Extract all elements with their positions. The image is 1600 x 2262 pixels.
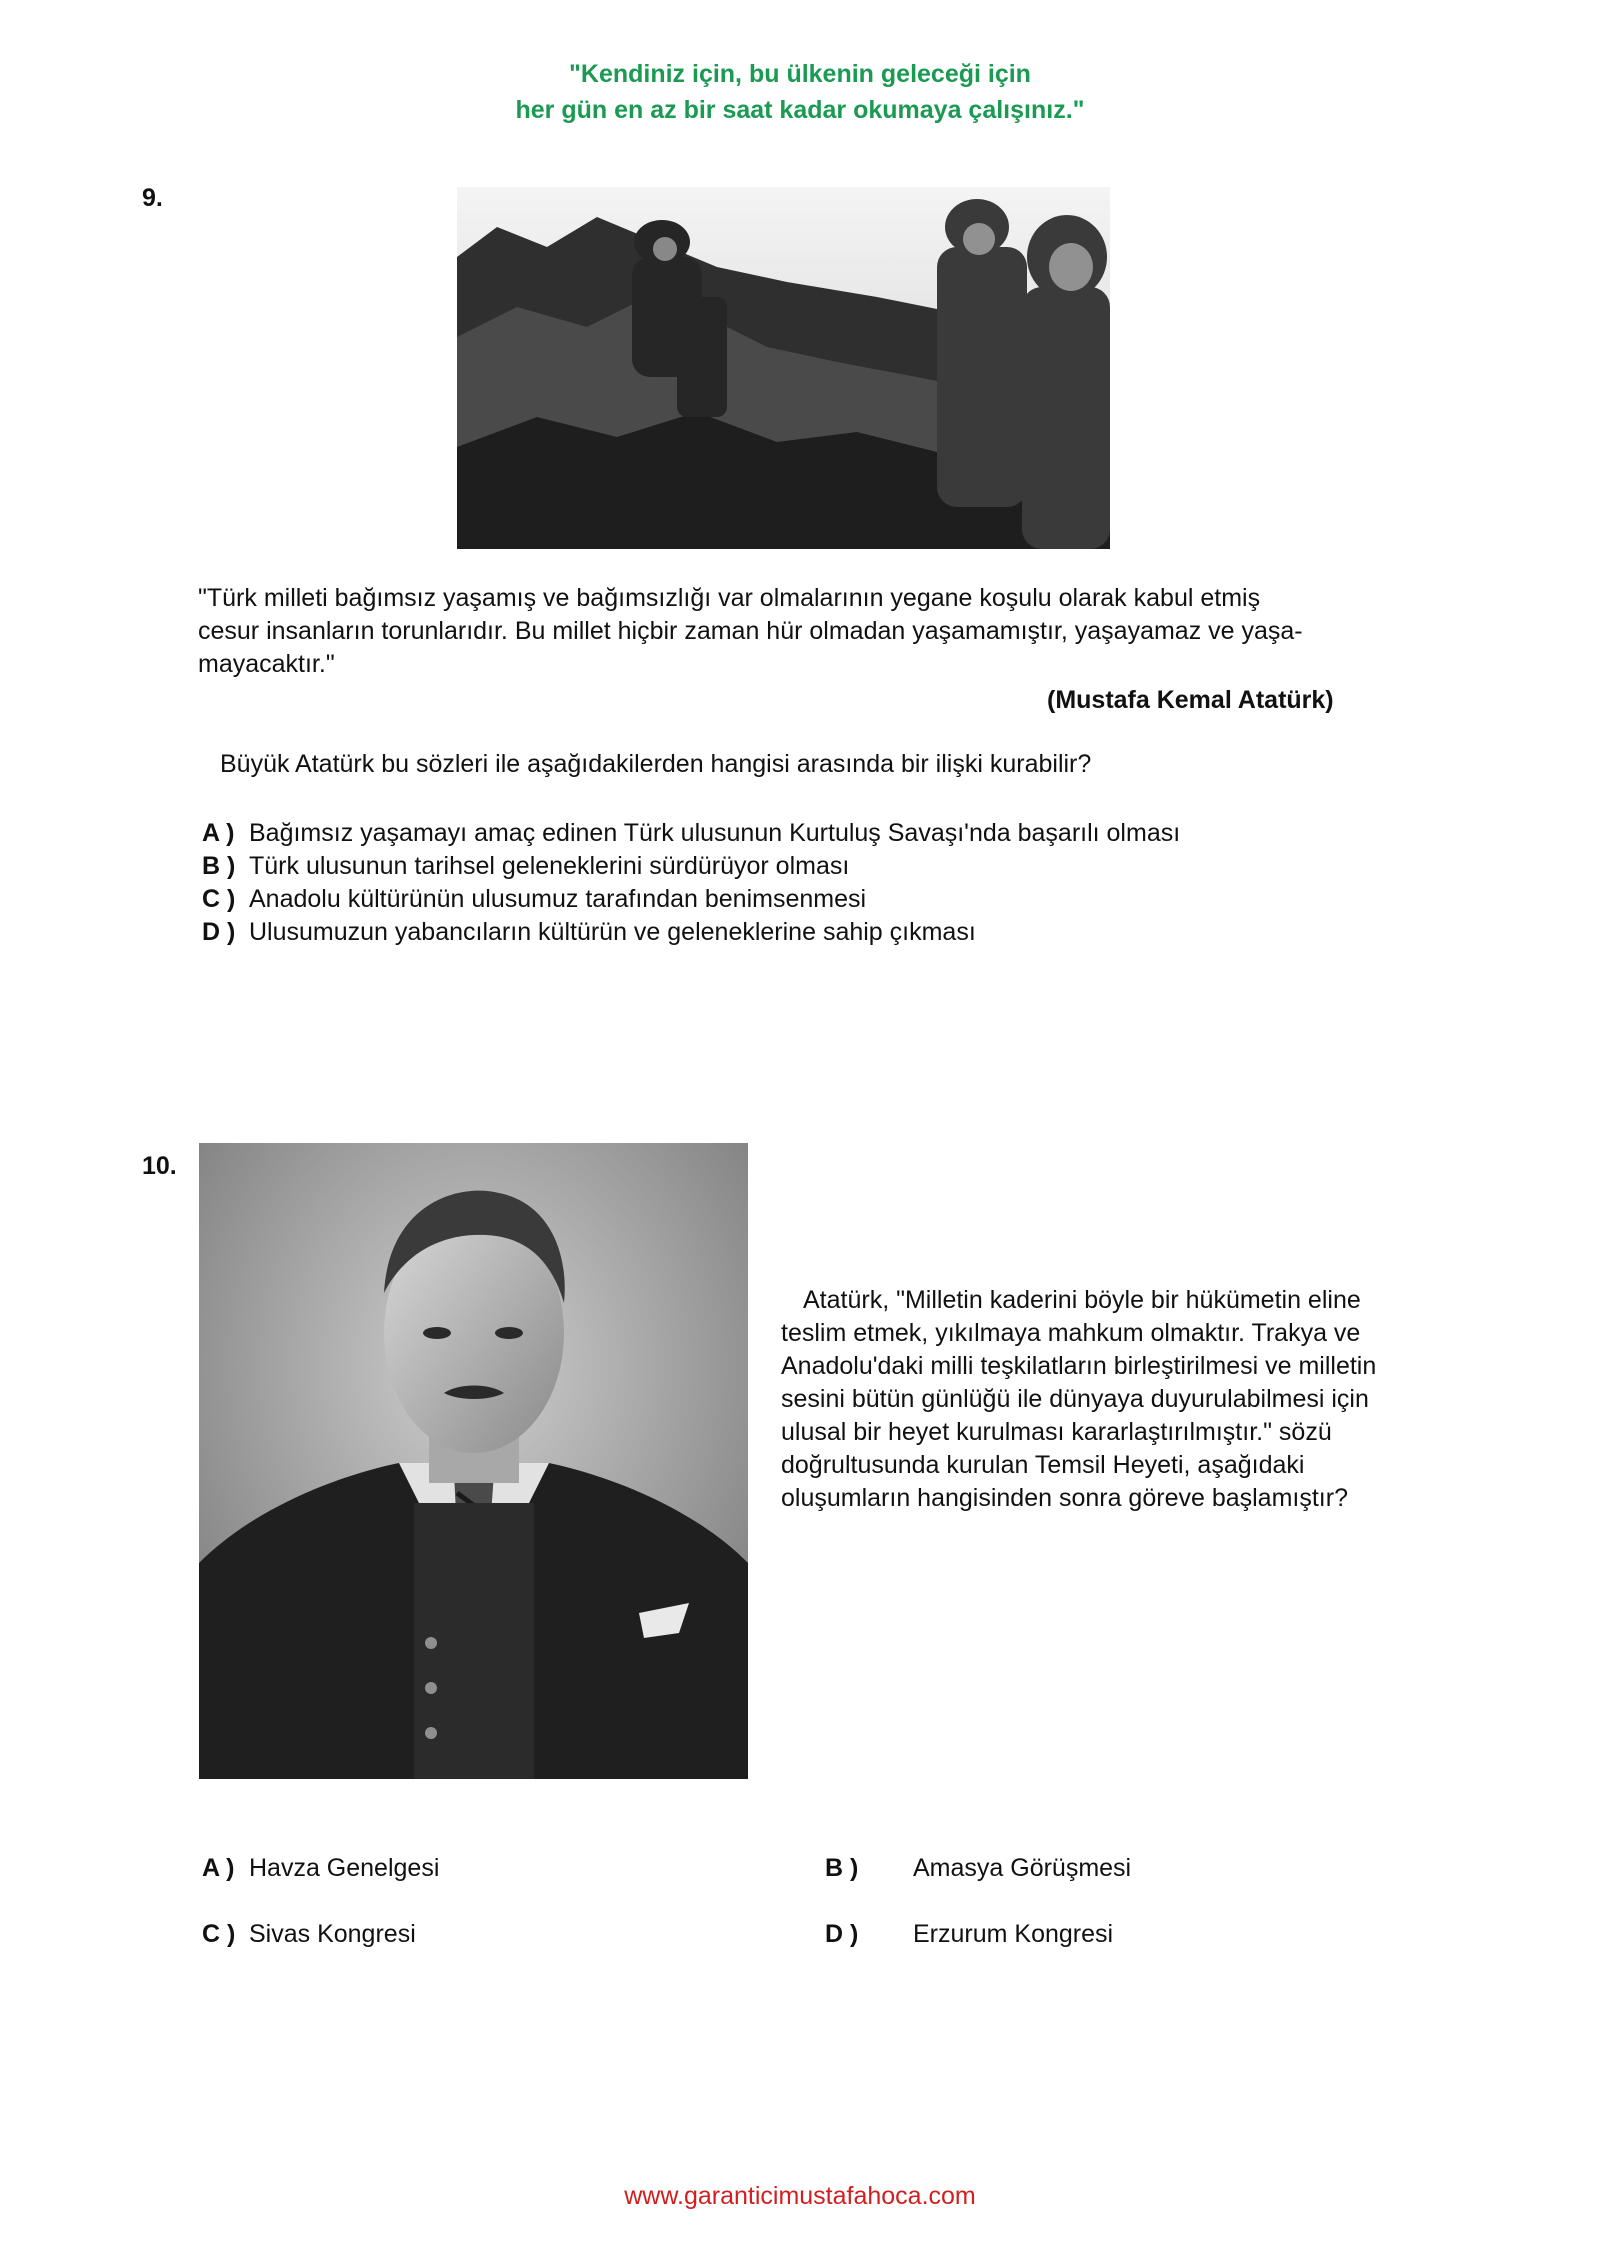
question-9-number: 9. <box>142 184 163 212</box>
q10-text-line-7: oluşumların hangisinden sonra göreve başlamıştır? <box>781 1484 1348 1512</box>
q9-option-d[interactable] <box>202 916 976 949</box>
q10-text-line-3: Anadolu'daki milli teşkilatların birleştirilmesi ve milletin <box>781 1352 1377 1380</box>
option-letter: C ) <box>202 1920 236 1948</box>
option-text: Ulusumuzun yabancıların kültürün ve geleneklerine sahip çıkması <box>249 918 976 946</box>
option-letter: A ) <box>202 819 235 847</box>
option-letter: B ) <box>825 1854 859 1882</box>
q9-question: Büyük Atatürk bu sözleri ile aşağıdakilerden hangisi arasında bir ilişki kurabilir? <box>220 750 1092 778</box>
q10-text-line-5: ulusal bir heyet kurulması kararlaştırılmıştır." sözü <box>781 1418 1332 1446</box>
q9-option-c[interactable] <box>202 883 866 916</box>
footer-website-link[interactable]: www.garanticimustafahoca.com <box>624 2182 976 2210</box>
q10-text-line-2: teslim etmek, yıkılmaya mahkum olmaktır. Trakya ve <box>781 1319 1361 1347</box>
q10-option-c[interactable] <box>202 1918 416 1951</box>
q9-quote-line-1: "Türk milleti bağımsız yaşamış ve bağımsızlığı var olmalarının yegane koşulu olarak kabul etmiş <box>198 584 1261 612</box>
option-letter: D ) <box>202 918 236 946</box>
option-letter: C ) <box>202 885 236 913</box>
q10-text-line-1: Atatürk, "Milletin kaderini böyle bir hükümetin eline <box>803 1286 1361 1314</box>
option-text: Erzurum Kongresi <box>913 1920 1114 1948</box>
option-text: Türk ulusunun tarihsel geleneklerini sürdürüyor olması <box>249 852 850 880</box>
trench-photo <box>457 187 1110 549</box>
portrait-photo <box>199 1143 748 1779</box>
header-line-1: "Kendiniz için, bu ülkenin geleceği için <box>569 60 1031 88</box>
q10-option-a[interactable] <box>202 1852 439 1885</box>
header-line-2: her gün en az bir saat kadar okumaya çalışınız." <box>515 96 1085 124</box>
question-10-number: 10. <box>142 1152 177 1180</box>
q9-option-a[interactable] <box>202 817 1180 850</box>
option-letter: B ) <box>202 852 236 880</box>
header-quote <box>0 56 1600 128</box>
option-letter: D ) <box>825 1920 859 1948</box>
q10-text-line-6: doğrultusunda kurulan Temsil Heyeti, aşağıdaki <box>781 1451 1305 1479</box>
q9-quote-line-2: cesur insanların torunlarıdır. Bu millet hiçbir zaman hür olmadan yaşamamıştır, yaşayamaz ve yaşa- <box>198 617 1303 645</box>
option-text: Sivas Kongresi <box>249 1920 416 1948</box>
q9-quote-line-3: mayacaktır." <box>198 650 335 678</box>
q9-option-b[interactable] <box>202 850 849 883</box>
option-text: Bağımsız yaşamayı amaç edinen Türk ulusunun Kurtuluş Savaşı'nda başarılı olması <box>249 819 1181 847</box>
q10-option-b[interactable] <box>825 1852 1131 1885</box>
q9-quote-author: (Mustafa Kemal Atatürk) <box>1047 686 1334 714</box>
option-text: Amasya Görüşmesi <box>913 1854 1132 1882</box>
option-text: Havza Genelgesi <box>249 1854 440 1882</box>
option-text: Anadolu kültürünün ulusumuz tarafından benimsenmesi <box>249 885 867 913</box>
q10-option-d[interactable] <box>825 1918 1113 1951</box>
option-letter: A ) <box>202 1854 235 1882</box>
q10-text <box>781 1284 1421 1515</box>
q10-text-line-4: sesini bütün günlüğü ile dünyaya duyurulabilmesi için <box>781 1385 1369 1413</box>
